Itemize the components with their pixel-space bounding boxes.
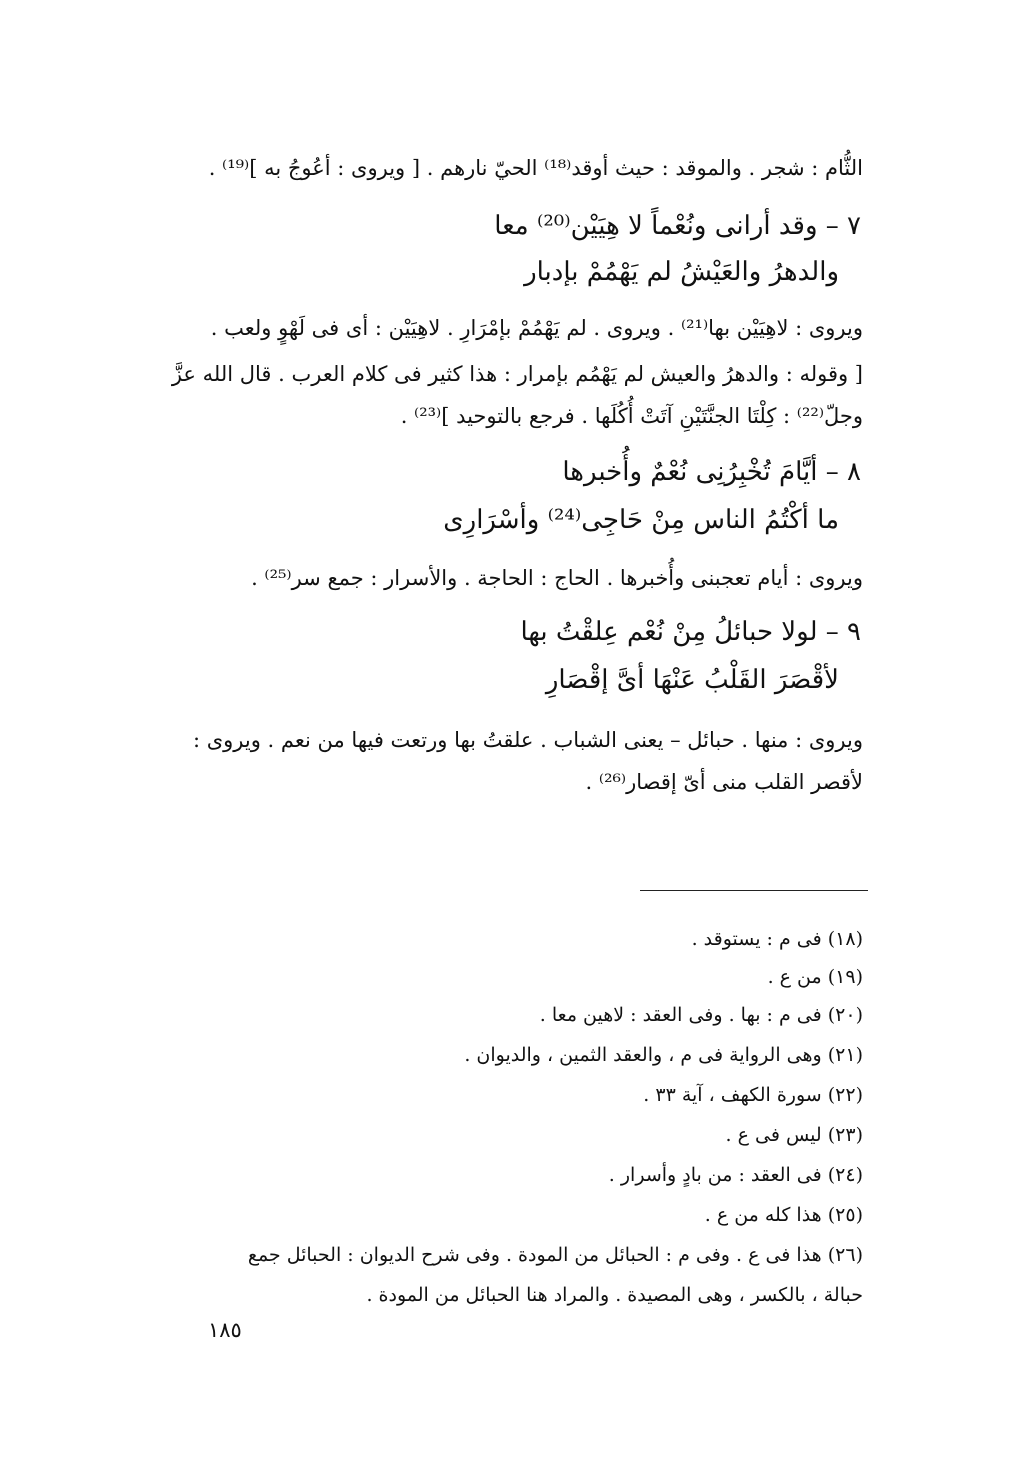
footnote-19: (١٩) من ع . bbox=[767, 966, 863, 988]
prose-line: الثُّام : شجر . والموقد : حيث أوقد⁽¹⁸⁾ الحيّ نارهم . [ ويروى : أعُوجُ به ]⁽¹⁹⁾ . bbox=[208, 156, 863, 180]
footnote-18: (١٨) فى م : يستوقد . bbox=[691, 928, 863, 950]
footnote-26: (٢٦) هذا فى ع . وفى م : الحبائل من المودة . وفى شرح الديوان : الحبائل جمع bbox=[247, 1244, 863, 1266]
footnote-21: (٢١) وهى الرواية فى م ، والعقد الثمين ، والديوان . bbox=[464, 1044, 863, 1066]
verse-9-second-hemistich: لأقْصَرَ القَلْبُ عَنْهَا أىَّ إقْصَارِ bbox=[545, 665, 839, 695]
footnote-26-continuation: حبالة ، بالكسر ، وهى المصيدة . والمراد هنا الحبائل من المودة . bbox=[366, 1284, 863, 1306]
footnote-23: (٢٣) ليس فى ع . bbox=[725, 1124, 863, 1146]
verse-7-first-hemistich: ٧ – وقد أرانى ونُعْماً لا هِيَيْن⁽²⁰⁾ معا bbox=[494, 211, 861, 241]
footnote-20: (٢٠) فى م : بها . وفى العقد : لاهين معا . bbox=[539, 1004, 863, 1026]
prose-line: [ وقوله : والدهرُ والعيش لم يَهْمُم بإمرار : هذا كثير فى كلام العرب . قال الله عزَّ bbox=[171, 362, 863, 386]
page-number: ١٨٥ bbox=[208, 1318, 242, 1342]
verse-8-first-hemistich: ٨ – أيَّامَ تُخْبِرُنِى نُعْمٌ وأُخبرها bbox=[562, 457, 861, 487]
footnote-22: (٢٢) سورة الكهف ، آية ٣٣ . bbox=[643, 1084, 863, 1106]
footnote-24: (٢٤) فى العقد : من بادٍ وأسرار . bbox=[608, 1164, 863, 1186]
footnote-25: (٢٥) هذا كله من ع . bbox=[704, 1204, 863, 1226]
prose-line: ويروى : أيام تعجبنى وأُخبرها . الحاج : الحاجة . والأسرار : جمع سر⁽²⁵⁾ . bbox=[251, 566, 863, 590]
prose-line: لأقصر القلب منى أىّ إقصار⁽²⁶⁾ . bbox=[585, 770, 863, 794]
verse-8-second-hemistich: ما أكْتُمُ الناس مِنْ حَاجِى⁽²⁴⁾ وأسْرَارِى bbox=[443, 505, 839, 535]
verse-9-first-hemistich: ٩ – لولا حبائلُ مِنْ نُعْم عِلقْتُ بها bbox=[520, 617, 861, 647]
prose-line: ويروى : منها . حبائل – يعنى الشباب . علقتُ بها ورتعت فيها من نعم . ويروى : bbox=[192, 728, 863, 752]
footnote-separator bbox=[640, 890, 868, 891]
prose-line: وجلّ⁽²²⁾ : كِلْتَا الجنَّتَيْنِ آتَتْ أُكُلَها . فرجع بالتوحيد ]⁽²³⁾ . bbox=[400, 404, 863, 428]
prose-line: ويروى : لاهِيَيْن بها⁽²¹⁾ . ويروى . لم يَهْمُمْ بإمْرَارِ . لاهِيَيْن : أى فى لَهْوٍ ولعب . bbox=[210, 316, 863, 340]
verse-7-second-hemistich: والدهرُ والعَيْشُ لم يَهْمُمْ بإدبار bbox=[524, 257, 839, 287]
